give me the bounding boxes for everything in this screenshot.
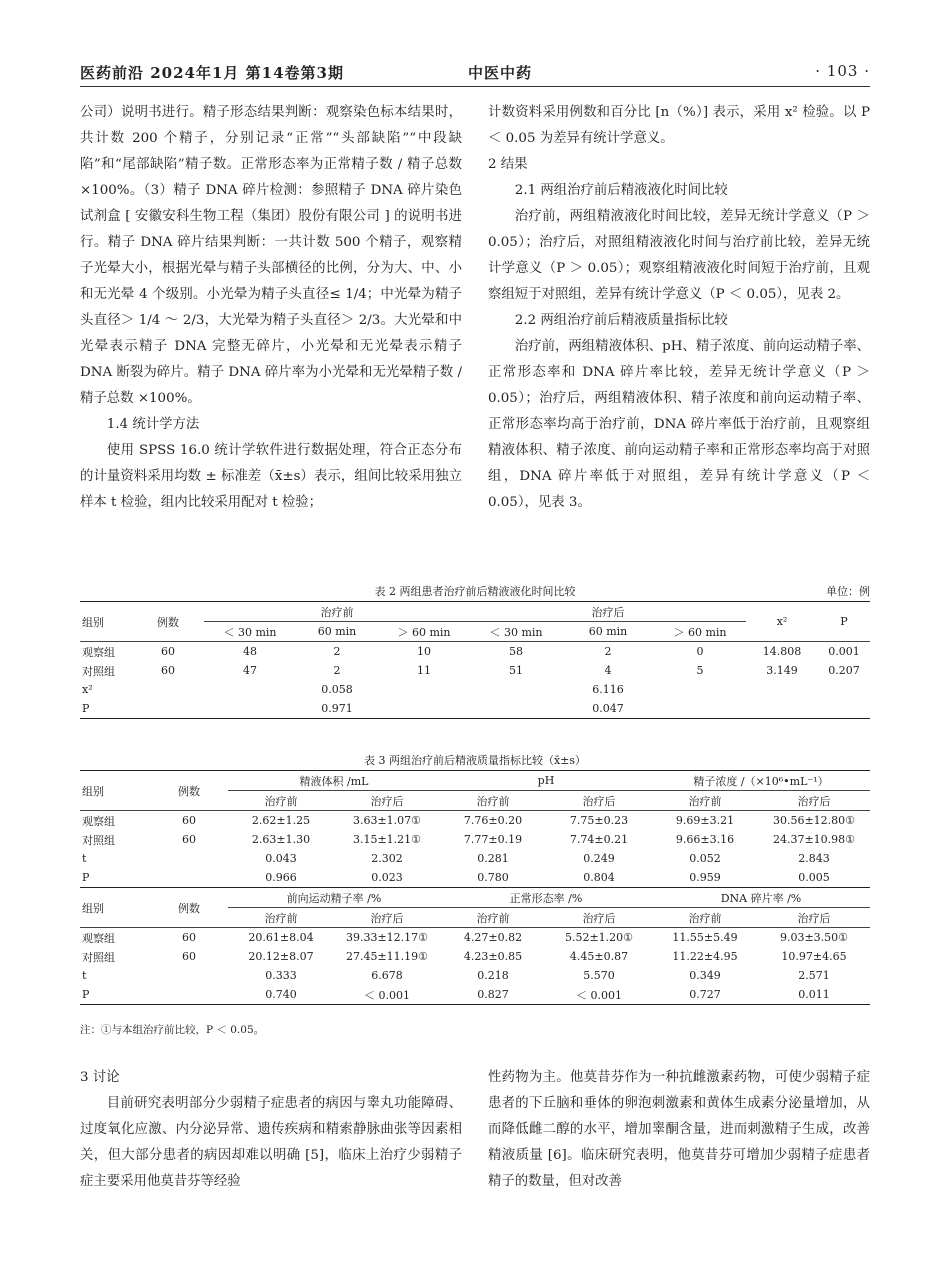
cell: 0.827 <box>440 985 546 1005</box>
cell: 0.043 <box>265 852 297 865</box>
cell: 39.33±12.17① <box>334 928 440 948</box>
cell: 0.001 <box>818 642 870 662</box>
cell: 2.63±1.30 <box>251 833 311 846</box>
sub-header: 治疗后 <box>797 794 831 808</box>
cell: 0.005 <box>758 868 870 888</box>
cell: 0.349 <box>689 969 721 982</box>
cell: 0.249 <box>583 852 615 865</box>
header-motility: 前向运动精子率 /% <box>228 888 440 908</box>
cell: 2 <box>562 642 654 662</box>
subsection-heading: 2.2 两组治疗前后精液质量指标比较 <box>514 313 728 328</box>
sub-header: 治疗前 <box>264 794 298 808</box>
cell <box>150 985 228 1005</box>
cell: 24.37±10.98① <box>772 833 856 846</box>
cell: 2.571 <box>798 969 830 982</box>
cell: 2 <box>333 664 341 677</box>
cell: 60 <box>182 833 196 846</box>
cell: 30.56±12.80① <box>758 811 870 831</box>
header-group: 组别 <box>80 888 150 928</box>
sub-header: 治疗后 <box>797 911 831 925</box>
cell: 0.959 <box>652 868 758 888</box>
cell: 60 <box>150 811 228 831</box>
section-title: 中医中药 <box>468 64 533 82</box>
cell: 0.727 <box>652 985 758 1005</box>
sub-header: 治疗前 <box>688 794 722 808</box>
subsection-heading: 2.1 两组治疗前后精液液化时间比较 <box>514 183 728 198</box>
cell: 47 <box>243 664 257 677</box>
cell: 观察组 <box>80 928 150 948</box>
table-row <box>80 680 870 699</box>
cell: 5.52±1.20① <box>546 928 652 948</box>
cell: 10 <box>378 642 470 662</box>
cell: t <box>82 969 87 982</box>
paragraph: 使用 SPSS 16.0 统计学软件进行数据处理，符合正态分布的计量资料采用均数 ± 标准差（x̄±s）表示，组间比较采用独立样本 t 检验，组内比较采用配对 t 检验； <box>80 443 462 510</box>
cell: 对照组 <box>82 833 115 847</box>
paragraph: 计数资料采用例数和百分比 [n（%）] 表示，采用 x² 检验。以 P ＜ 0.05 为差异有统计学意义。 <box>488 105 870 146</box>
header-n: 例数 <box>132 602 204 642</box>
cell: 4.45±0.87 <box>569 950 629 963</box>
cell: 11.22±4.95 <box>672 950 738 963</box>
cell: 9.03±3.50① <box>758 928 870 948</box>
cell: x² <box>82 683 93 696</box>
cell: 2 <box>296 642 378 662</box>
cell: 观察组 <box>80 811 150 831</box>
header-morphology: 正常形态率 /% <box>440 888 652 908</box>
table-row <box>80 849 870 868</box>
cell: 10.97±4.65 <box>781 950 847 963</box>
cell: t <box>82 852 87 865</box>
page-number: · 103 · <box>815 62 870 80</box>
journal-info: 医药前沿 2024年1月 第14卷第3期 <box>80 64 344 82</box>
sub-header: 治疗前 <box>476 794 510 808</box>
cell: 0.804 <box>546 868 652 888</box>
column-bottom-right <box>488 1065 870 1195</box>
paragraph: 治疗前，两组精液体积、pH、精子浓度、前向运动精子率、正常形态率和 DNA 碎片率比较，差异无统计学意义（P ＞ 0.05）；治疗后，两组精液体积、精子浓度和前向运动精子率、正常形态率均高于治疗前，DNA 碎片率低于治疗前，且观察组精液体积、精子浓度、前向运动精子率和正常形态率均高于对照组，DNA 碎片率低于对照组，差异有统计学意义（P ＜ 0.05），见表 3。 <box>488 339 870 510</box>
cell: 4 <box>604 664 612 677</box>
cell: 7.76±0.20 <box>440 811 546 831</box>
sub-header: 60 min <box>317 625 357 638</box>
sub-header: 60 min <box>588 625 628 638</box>
cell: 7.74±0.21 <box>569 833 629 846</box>
cell: P <box>80 985 150 1005</box>
table3-note: 注：①与本组治疗前比较，P ＜ 0.05。 <box>80 1024 265 1036</box>
sub-header: ＜ 30 min <box>489 625 543 639</box>
column-bottom-left <box>80 1065 462 1195</box>
header-n: 例数 <box>150 888 228 928</box>
cell: 0.780 <box>440 868 546 888</box>
table-row <box>80 868 870 888</box>
header-group: 组别 <box>80 771 150 811</box>
sub-header: 治疗后 <box>370 794 404 808</box>
cell: P <box>80 868 150 888</box>
cell: 2.62±1.25 <box>228 811 334 831</box>
cell: 60 <box>150 928 228 948</box>
cell: 0.971 <box>296 699 378 719</box>
sub-header: ＞ 60 min <box>397 625 451 639</box>
cell: 4.23±0.85 <box>463 950 523 963</box>
cell: 对照组 <box>82 950 115 964</box>
sub-header: ＜ 30 min <box>223 625 277 639</box>
cell: 11.55±5.49 <box>652 928 758 948</box>
header-n: 例数 <box>150 771 228 811</box>
table-row <box>80 966 870 985</box>
header-p: P <box>818 602 870 642</box>
cell: 0.218 <box>477 969 509 982</box>
cell: 60 <box>132 642 204 662</box>
cell: P <box>80 699 132 719</box>
cell: 7.77±0.19 <box>463 833 523 846</box>
cell <box>150 868 228 888</box>
cell: 观察组 <box>80 642 132 662</box>
header-dna-fragmentation: DNA 碎片率 /% <box>652 888 870 908</box>
cell: 5 <box>696 664 704 677</box>
cell: ＜ 0.001 <box>334 985 440 1005</box>
cell: 60 <box>161 664 175 677</box>
table-row <box>80 661 870 680</box>
paragraph: 性药物为主。他莫昔芬作为一种抗雌激素药物，可使少弱精子症患者的下丘脑和垂体的卵泡刺激素和黄体生成素分泌量增加，从而降低雌二醇的水平，增加睾酮含量，进而刺激精子生成，改善精液质量 [6]。临床研究表明，他莫昔芬可增加少弱精子症患者精子的数量，但对改善 <box>488 1070 870 1189</box>
cell: 3.15±1.21① <box>352 833 422 846</box>
cell: 0 <box>654 642 746 662</box>
header-after: 治疗后 <box>470 602 746 622</box>
table3 <box>80 770 870 1005</box>
cell <box>150 966 228 985</box>
table3-caption: 表 3 两组治疗前后精液质量指标比较（x̄±s） <box>363 754 587 767</box>
sub-header: 治疗后 <box>582 794 616 808</box>
cell: 2.302 <box>371 852 403 865</box>
cell: 9.66±3.16 <box>675 833 735 846</box>
paragraph: 公司）说明书进行。精子形态结果判断：观察染色标本结果时，共计数 200 个精子，分别记录“正常”“头部缺陷”“中段缺陷”和“尾部缺陷”精子数。正常形态率为正常精子数 / 精子总数 ×100%。（3）精子 DNA 碎片检测：参照精子 DNA 碎片染色试剂盒 [ 安徽安科生物工程（集团）股份有限公司 ] 的说明书进行。精子 DNA 碎片结果判断：一共计数 500 个精子，观察精子光晕大小，根据光晕与精子头部横径的比例，分为大、中、小和无光晕 4 个级别。小光晕为精子头直径≤ 1/4；中光晕为精子头直径＞ 1/4 ～ 2/3，大光晕为精子头直径＞ 2/3。大光晕和中光晕表示精子 DNA 完整无碎片，小光晕和无光晕表示精子 DNA 断裂为碎片。精子 DNA 碎片率为小光晕和无光晕精子数 / 精子总数 ×100%。 <box>80 105 462 406</box>
cell: 11 <box>417 664 431 677</box>
cell: 0.058 <box>321 683 353 696</box>
sub-header: ＞ 60 min <box>673 625 727 639</box>
cell: 0.966 <box>228 868 334 888</box>
cell: 对照组 <box>82 664 115 678</box>
cell: 27.45±11.19① <box>345 950 429 963</box>
cell: 3.149 <box>766 664 798 677</box>
table-row <box>80 947 870 966</box>
cell: 0.047 <box>562 699 654 719</box>
cell: ＜ 0.001 <box>546 985 652 1005</box>
section-heading: 3 讨论 <box>80 1070 120 1085</box>
table2-unit: 单位：例 <box>826 585 870 598</box>
running-header <box>80 56 870 87</box>
table2-caption: 表 2 两组患者治疗前后精液液化时间比较 <box>374 585 576 598</box>
column-top-left <box>80 100 462 516</box>
subsection-heading: 1.4 统计学方法 <box>106 417 200 432</box>
cell: 0.281 <box>477 852 509 865</box>
header-before: 治疗前 <box>204 602 470 622</box>
cell: 60 <box>182 950 196 963</box>
cell: 0.333 <box>265 969 297 982</box>
cell: 0.207 <box>828 664 860 677</box>
header-chi: x² <box>746 602 818 642</box>
cell: 2.843 <box>798 852 830 865</box>
table-row <box>80 985 870 1005</box>
cell: 14.808 <box>746 642 818 662</box>
cell: 20.61±8.04 <box>228 928 334 948</box>
sub-header: 治疗后 <box>582 911 616 925</box>
cell: 0.740 <box>228 985 334 1005</box>
cell: 7.75±0.23 <box>546 811 652 831</box>
cell: 0.052 <box>689 852 721 865</box>
column-top-right <box>488 100 870 516</box>
sub-header: 治疗前 <box>264 911 298 925</box>
paragraph: 目前研究表明部分少弱精子症患者的病因与睾丸功能障碍、过度氧化应激、内分泌异常、遗传疾病和精索静脉曲张等因素相关，但大部分患者的病因却难以明确 [5]，临床上治疗少弱精子症主要采用他莫昔芬等经验 <box>80 1096 462 1189</box>
sub-header: 治疗前 <box>688 911 722 925</box>
cell: 3.63±1.07① <box>334 811 440 831</box>
cell: 51 <box>509 664 523 677</box>
cell: 9.69±3.21 <box>652 811 758 831</box>
section-heading: 2 结果 <box>488 157 528 172</box>
cell: 0.023 <box>334 868 440 888</box>
sub-header: 治疗前 <box>476 911 510 925</box>
table-row <box>80 830 870 849</box>
cell: 5.570 <box>583 969 615 982</box>
cell: 6.678 <box>371 969 403 982</box>
table-row <box>80 699 870 719</box>
cell: 48 <box>204 642 296 662</box>
paragraph: 治疗前，两组精液液化时间比较，差异无统计学意义（P ＞ 0.05）；治疗后，对照组精液液化时间与治疗前比较，差异无统计学意义（P ＞ 0.05）；观察组精液液化时间短于治疗前，且观察组短于对照组，差异有统计学意义（P ＜ 0.05），见表 2。 <box>488 209 870 302</box>
sub-header: 治疗后 <box>370 911 404 925</box>
table-row <box>80 928 870 948</box>
cell <box>150 849 228 868</box>
table2 <box>80 601 870 719</box>
table-row <box>80 811 870 831</box>
cell: 58 <box>470 642 562 662</box>
header-volume: 精液体积 /mL <box>228 771 440 791</box>
cell: 20.12±8.07 <box>248 950 314 963</box>
header-group: 组别 <box>80 602 132 642</box>
cell: 4.27±0.82 <box>440 928 546 948</box>
cell: 0.011 <box>758 985 870 1005</box>
table-row <box>80 642 870 662</box>
cell: 6.116 <box>592 683 624 696</box>
header-concentration: 精子浓度 /（×10⁶•mL⁻¹） <box>652 771 870 791</box>
header-ph: pH <box>440 771 652 791</box>
